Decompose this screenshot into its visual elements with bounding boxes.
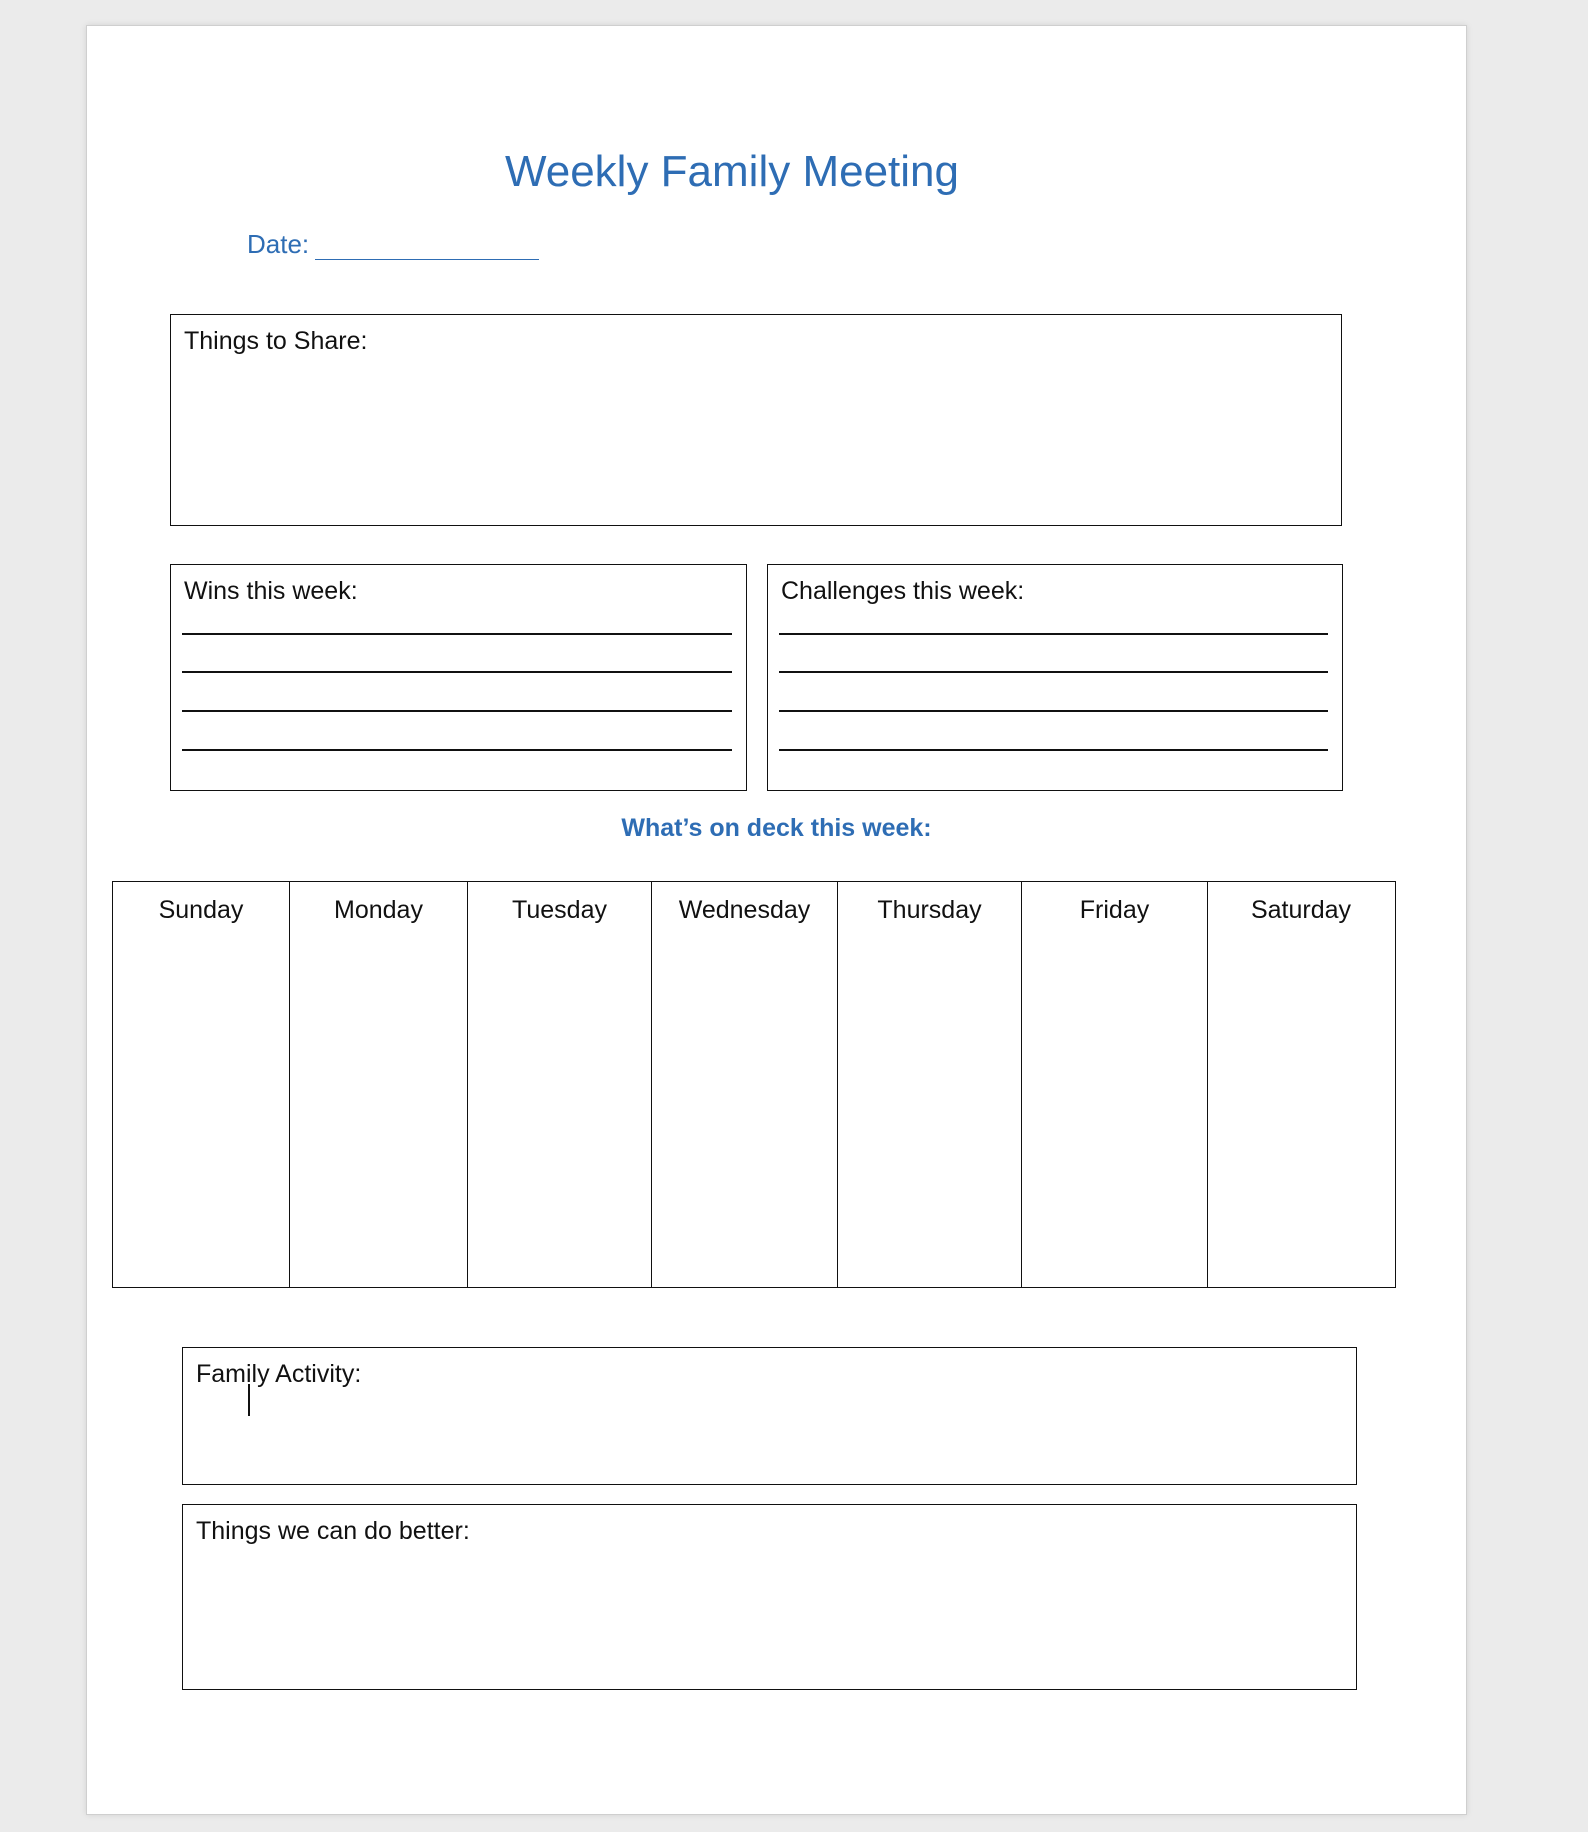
- day-name: Wednesday: [678, 896, 811, 924]
- document-page[interactable]: [86, 25, 1467, 1815]
- day-column-sunday[interactable]: [113, 882, 290, 1287]
- things-to-share-box[interactable]: [170, 314, 1342, 526]
- wins-line: [182, 633, 732, 635]
- challenges-box[interactable]: [767, 564, 1343, 791]
- day-column-thursday[interactable]: [838, 882, 1022, 1287]
- document-title: Weekly Family Meeting: [505, 147, 959, 196]
- day-column-saturday[interactable]: [1208, 882, 1394, 1287]
- wins-box[interactable]: [170, 564, 747, 791]
- family-activity-label: Family Activity:: [196, 1360, 362, 1388]
- day-name: Saturday: [1250, 896, 1352, 924]
- day-name: Tuesday: [512, 896, 607, 924]
- challenges-label: Challenges this week:: [781, 577, 1025, 605]
- day-name: Friday: [1079, 896, 1150, 924]
- day-column-friday[interactable]: [1022, 882, 1208, 1287]
- day-column-monday[interactable]: [290, 882, 468, 1287]
- date-row: [247, 229, 539, 260]
- challenges-line: [779, 749, 1328, 751]
- date-label: Date:: [247, 229, 310, 259]
- text-cursor: [248, 1384, 250, 1416]
- on-deck-heading: What’s on deck this week:: [621, 814, 932, 842]
- weekly-calendar-table: [112, 881, 1396, 1288]
- day-name: Sunday: [158, 896, 244, 924]
- date-blank-line: [315, 237, 539, 260]
- wins-label: Wins this week:: [184, 577, 358, 605]
- wins-line: [182, 749, 732, 751]
- wins-line: [182, 671, 732, 673]
- things-to-share-label: Things to Share:: [184, 327, 368, 355]
- challenges-line: [779, 671, 1328, 673]
- challenges-line: [779, 710, 1328, 712]
- do-better-box[interactable]: [182, 1504, 1357, 1690]
- day-name: Thursday: [877, 896, 982, 924]
- day-column-wednesday[interactable]: [652, 882, 838, 1287]
- wins-line: [182, 710, 732, 712]
- day-name: Monday: [334, 896, 423, 924]
- day-column-tuesday[interactable]: [468, 882, 652, 1287]
- challenges-line: [779, 633, 1328, 635]
- family-activity-box[interactable]: [182, 1347, 1357, 1485]
- do-better-label: Things we can do better:: [196, 1517, 470, 1545]
